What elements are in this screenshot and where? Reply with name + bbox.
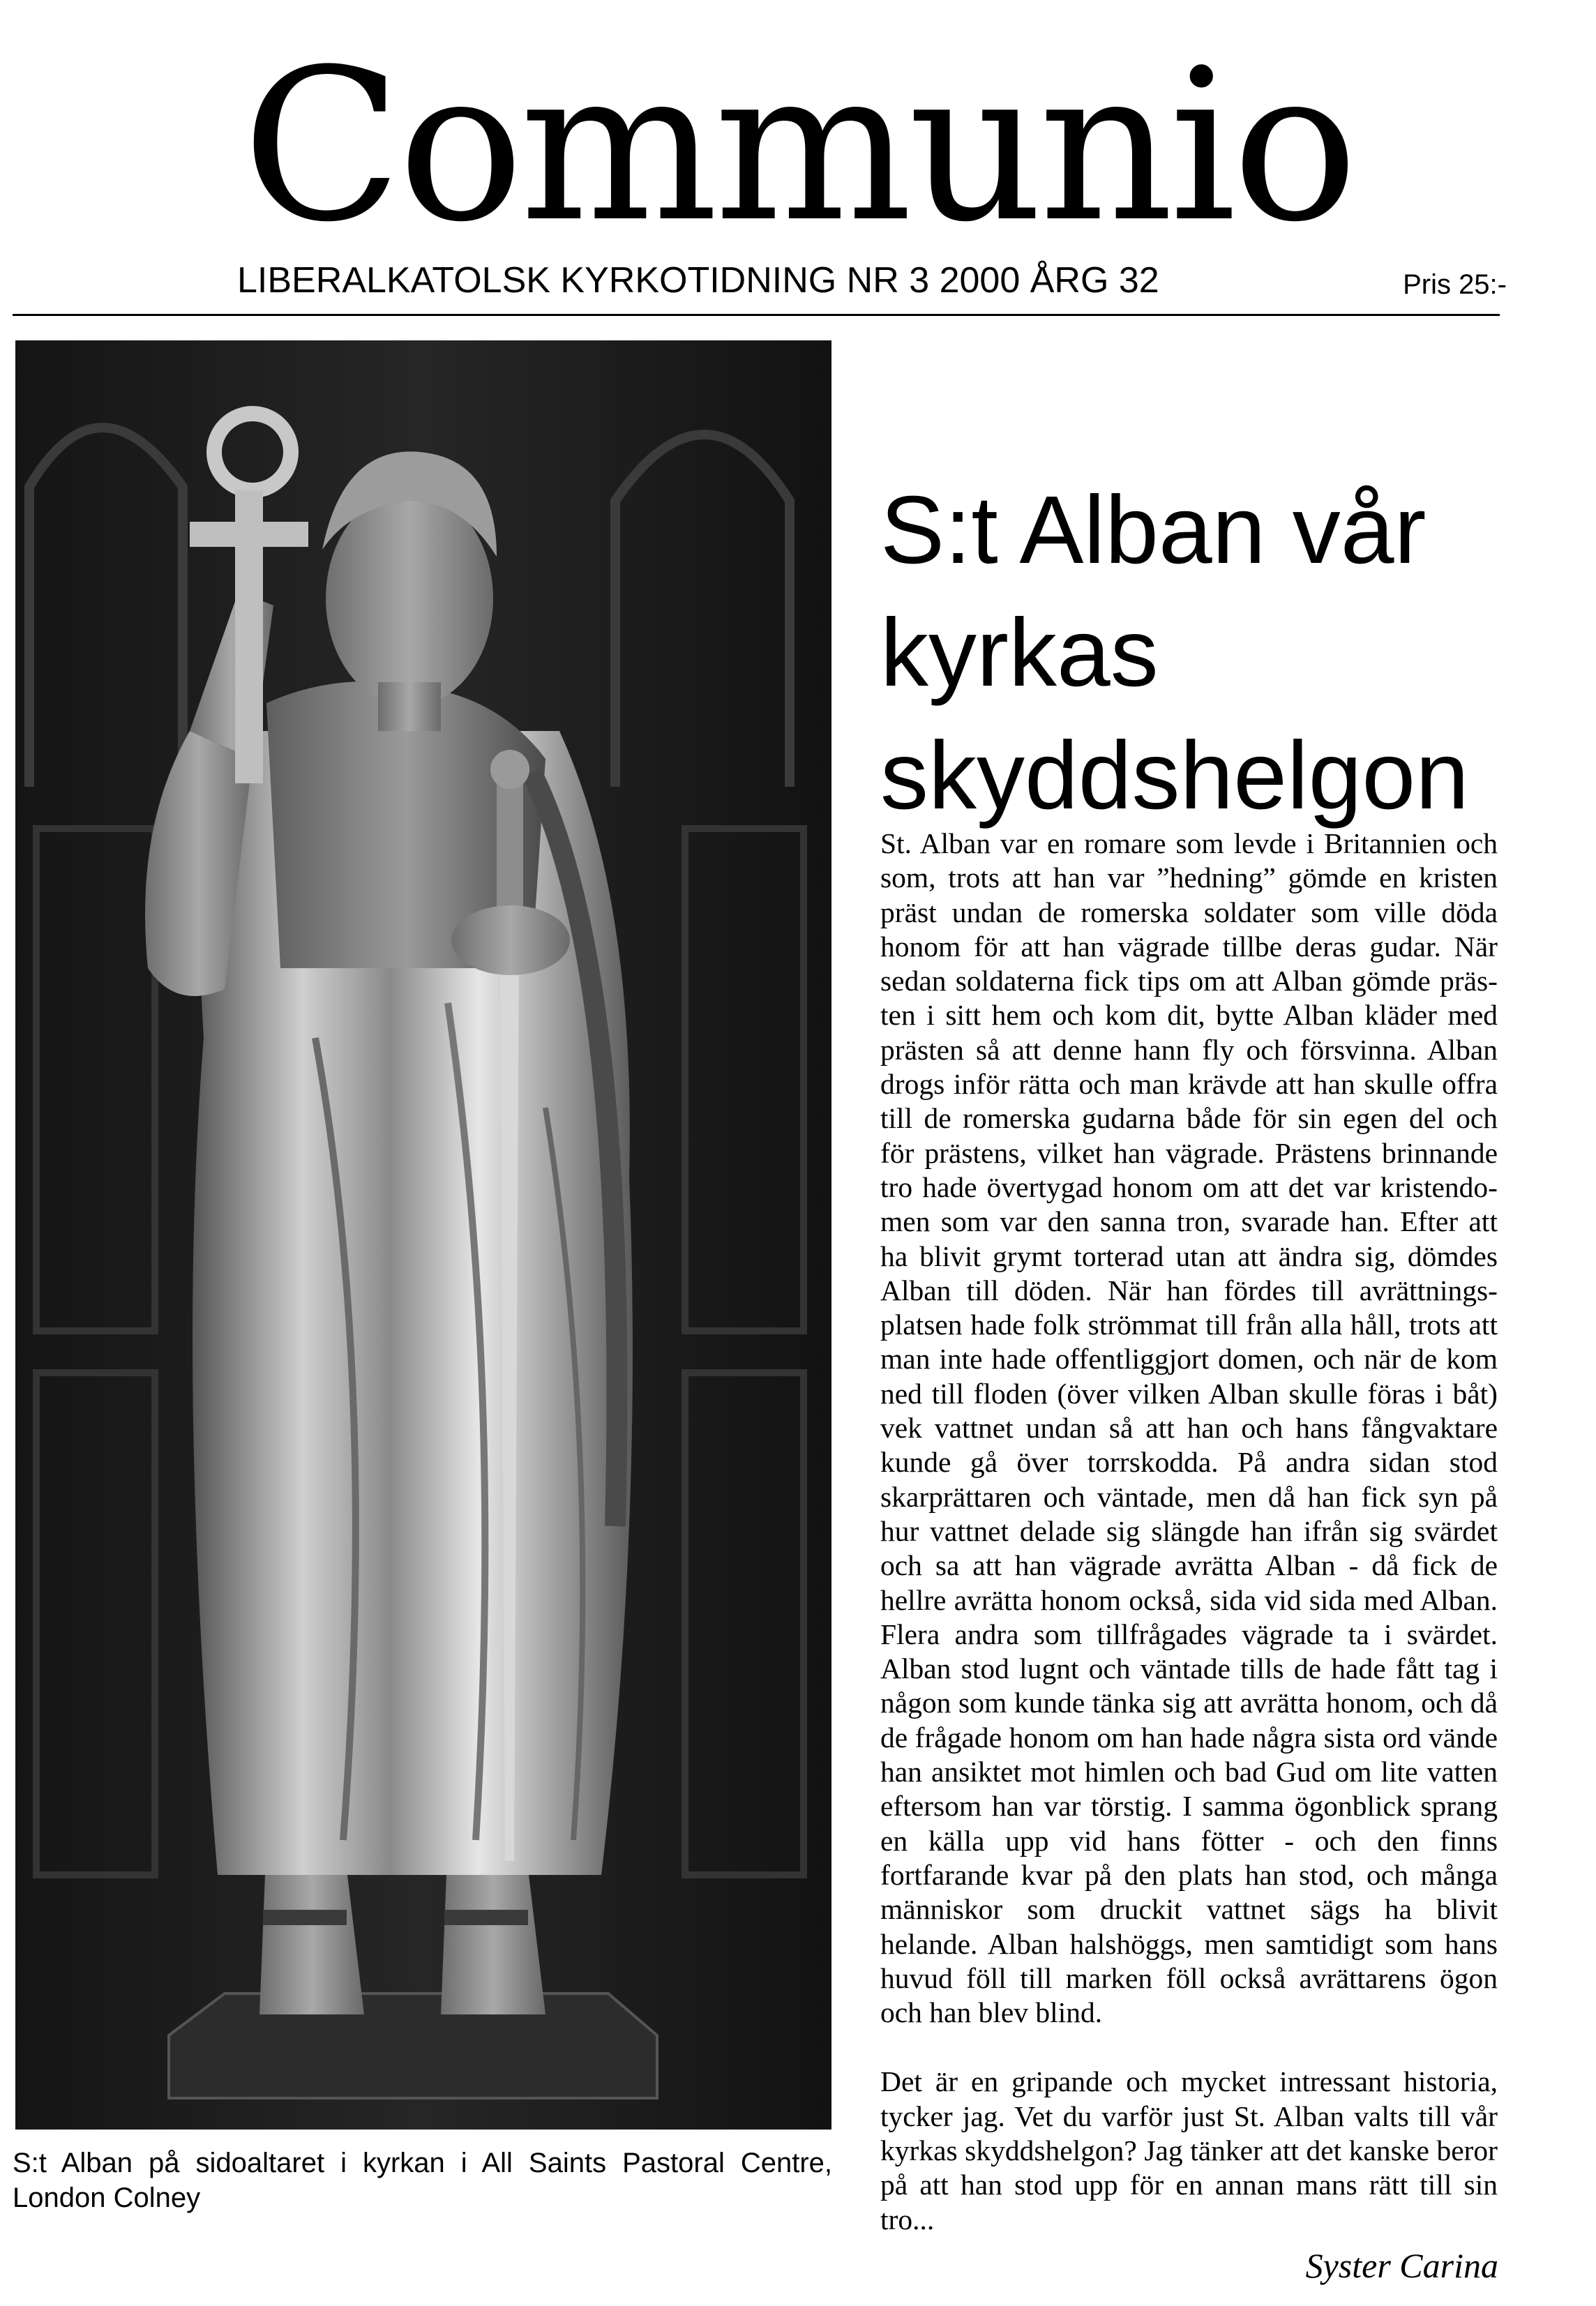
photo-caption: S:t Alban på sidoaltaret i kyrkan i All Saints Pastoral Centre, London Colney — [13, 2148, 832, 2213]
masthead-subtitle: LIBERALKATOLSK KYRKOTIDNING NR 3 2000 ÅRG 32 — [237, 260, 1159, 301]
article-signature: Syster Carina — [1305, 2246, 1498, 2285]
masthead-divider — [13, 314, 1500, 316]
article-headline: S:t Alban vår kyrkas skyddshelgon — [880, 476, 1469, 830]
article-paragraph: Det är en gripande och mycket intressant historia, tycker jag. Vet du varför just St. Alban valts till vår kyrkas skyddshelgon? Jag tänker att det kanske beror på att han stod upp för en annan mans rätt till sin tro... — [880, 2065, 1498, 2236]
article-body — [880, 827, 1498, 2272]
masthead-title: Communio — [241, 24, 1355, 268]
statue-photo — [15, 340, 831, 2130]
price-label: Pris 25:- — [1403, 269, 1507, 300]
article-paragraph: St. Alban var en romare som levde i Britannien och som, trots att han var ”hedning” gömde en kristen präst undan de romerska soldater som ville döda honom för att han vägrade tillbe deras gudar. När sedan soldaterna fick tips om att Alban gömde prästen i sitt hem och kom dit, bytte Alban kläder med prästen så att denne hann fly och försvinna. Alban drogs inför rätta och man krävde att han skulle offra till de romerska gudarna både för sin egen del och för prästens, vilket han vägrade. Prästens brinnande tro hade övertygad honom om att det var kristendomen som var den sanna tron, svarade han. Efter att ha blivit grymt torterad utan att ändra sig, dömdes Alban till döden. När han fördes till avrättningsplatsen hade folk strömmat till från alla håll, trots att man inte hade offentliggjort domen, och när de kom ned till floden (över vilken Alban skulle föras i båt) vek vattnet undan så att han och hans fångvaktare kunde gå över torrskodda. På andra sidan stod skarprättaren och väntade, men då han fick syn på hur vattnet delade sig slängde han ifrån sig svärdet och sa att han vägrade avrätta Alban - då fick de hellre avrätta honom också, sida vid sida med Alban. Flera andra som tillfrågades vägrade ta i svärdet. Alban stod lugnt och väntade tills de hade fått tag i någon som kunde tänka sig att avrätta honom, och då de frågade honom om han hade några sista ord vände han ansiktet mot himlen och bad Gud om lite vatten eftersom han var törstig. I samma ögonblick sprang en källa upp vid hans fötter - och den finns fortfarande kvar på den plats han stod, och många människor som druckit vattnet sägs ha blivit helande. Alban halshöggs, men samtidigt som hans huvud föll till marken föll också avrättarens ögon och han blev blind. — [880, 827, 1498, 2029]
